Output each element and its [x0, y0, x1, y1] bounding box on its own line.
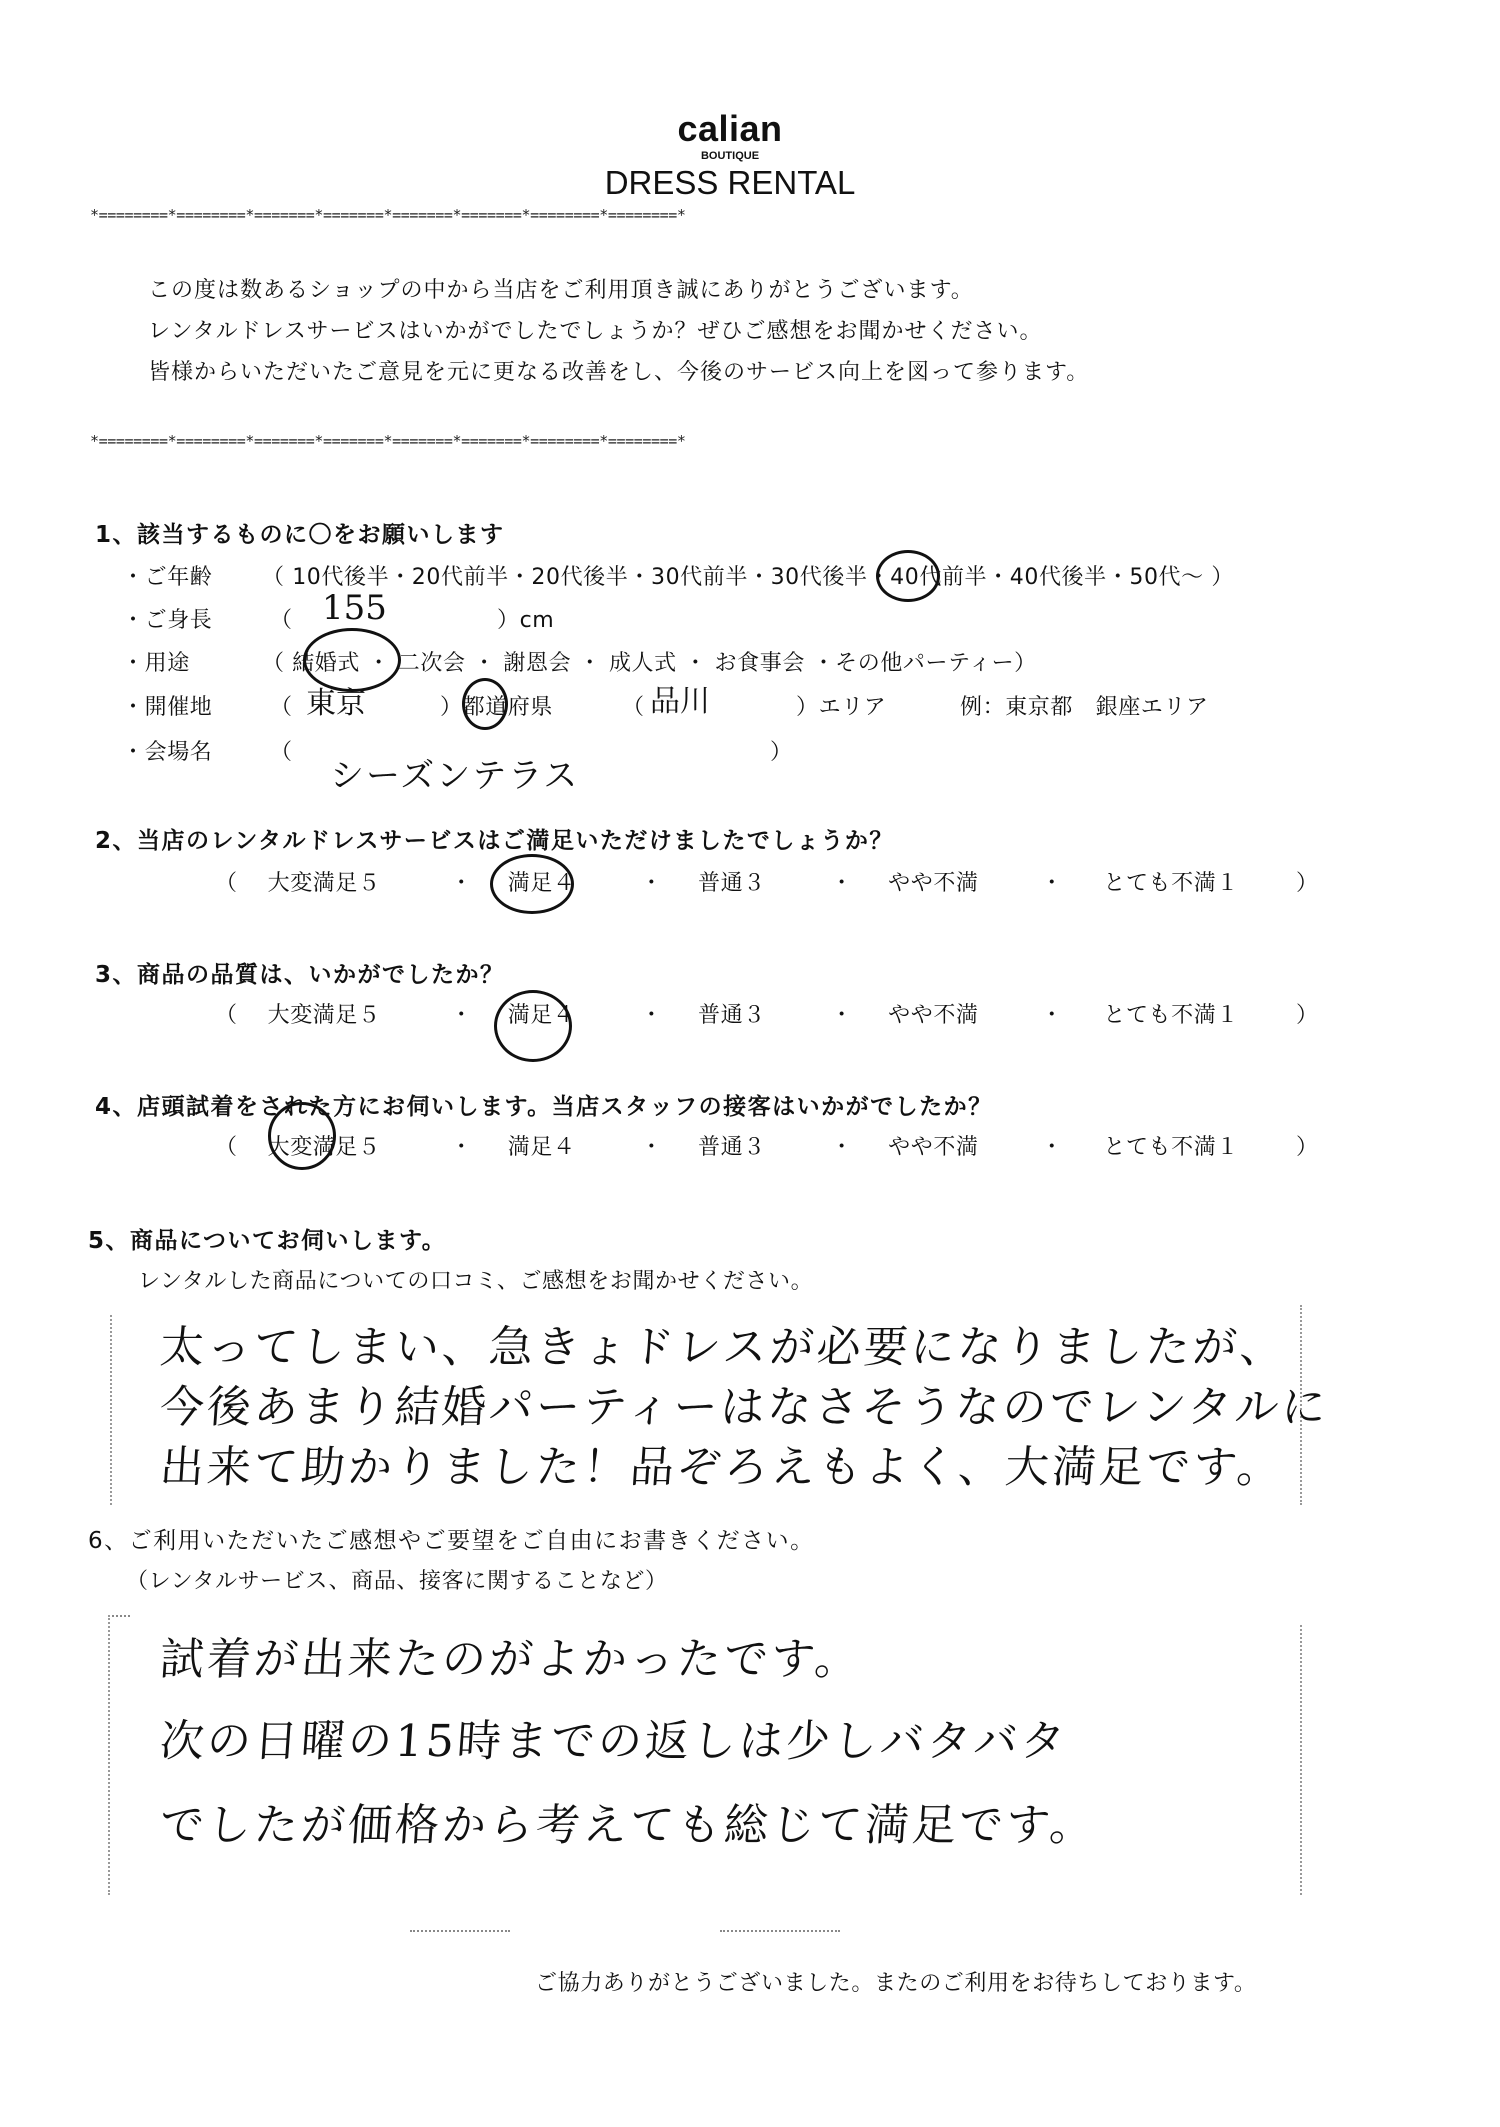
scale-close: ） — [1295, 871, 1319, 896]
q5-box-left — [110, 1315, 112, 1505]
q5-answer-line-3[interactable]: 出来て助かりました！品ぞろえもよく、大満足です。 — [158, 1442, 1286, 1493]
q4-selection-circle — [268, 1102, 336, 1170]
q5-answer-line-2[interactable]: 今後あまり結婚パーティーはなさそうなのでレンタルに — [158, 1382, 1331, 1433]
scale-sep: ・ — [640, 1003, 663, 1028]
scale-close: ） — [1295, 1003, 1319, 1028]
height-unit: ）cm — [497, 608, 555, 633]
scale-sep: ・ — [1040, 1135, 1064, 1160]
scale-open: （ — [215, 1135, 238, 1160]
scale-close: ） — [1295, 1135, 1319, 1160]
height-label: ・ご身長 — [122, 608, 213, 633]
intro-line-3: 皆様からいただいたご意見を元に更なる改善をし、今後のサービス向上を図って参ります。 — [148, 360, 1090, 385]
prefecture-selection-circle — [462, 678, 508, 730]
q4-option-4[interactable]: 満足４ — [507, 1135, 576, 1160]
q2-option-2[interactable]: やや不満 — [888, 871, 979, 896]
q6-box-right — [1300, 1625, 1302, 1895]
q2-option-4[interactable]: 満足４ — [507, 871, 576, 896]
brand-subtitle: BOUTIQUE — [700, 150, 760, 162]
q6-answer-line-2[interactable]: 次の日曜の15時までの返しは少しバタバタ — [158, 1716, 1070, 1767]
q4-option-2[interactable]: やや不満 — [888, 1135, 979, 1160]
scale-sep: ・ — [640, 871, 663, 896]
q3-option-1[interactable]: とても不満１ — [1103, 1003, 1239, 1028]
q4-option-1[interactable]: とても不満１ — [1103, 1135, 1239, 1160]
prefecture-value[interactable]: 東京 — [306, 686, 366, 721]
q3-scale — [215, 998, 1319, 1029]
purpose-options[interactable]: （ 結婚式 ・ 二次会 ・ 謝恩会 ・ 成人式 ・ お食事会 ・その他パーティー） — [262, 651, 1037, 676]
q3-option-5[interactable]: 大変満足５ — [267, 1003, 381, 1028]
q4-option-5[interactable]: 大変満足５ — [267, 1135, 381, 1160]
purpose-label: ・用途 — [122, 651, 190, 676]
venue-close: ） — [770, 740, 793, 765]
scale-sep: ・ — [450, 1003, 473, 1028]
scale-sep: ・ — [640, 1135, 663, 1160]
age-selection-circle — [876, 550, 940, 602]
q5-answer-line-1[interactable]: 太ってしまい、急きょドレスが必要になりましたが、 — [158, 1322, 1289, 1373]
pref-suffix: ）都道府県 — [440, 695, 554, 720]
q2-option-3[interactable]: 普通３ — [697, 871, 766, 896]
scale-open: （ — [215, 1003, 238, 1028]
intro-line-1: この度は数あるショップの中から当店をご利用頂き誠にありがとうございます。 — [148, 278, 974, 303]
q6-title: 6、ご利用いただいたご感想やご要望をご自由にお書きください。 — [88, 1528, 815, 1554]
area-suffix: ）エリア — [796, 695, 887, 720]
q3-title: 3、商品の品質は、いかがでしたか？ — [95, 962, 505, 988]
divider-top: *========*========*=======*=======*=======*=======*========*========* — [90, 206, 686, 224]
q5-title: 5、商品についてお伺いします。 — [88, 1228, 447, 1254]
intro-line-2: レンタルドレスサービスはいかがでしたでしょうか？ぜひご感想をお聞かせください。 — [148, 319, 1043, 344]
q4-option-3[interactable]: 普通３ — [697, 1135, 766, 1160]
q2-selection-circle — [490, 854, 574, 914]
venue-area-label: ・開催地 — [122, 695, 213, 720]
q3-option-2[interactable]: やや不満 — [888, 1003, 979, 1028]
q2-title: 2、当店のレンタルドレスサービスはご満足いただけましたでしょうか？ — [95, 828, 894, 854]
scale-sep: ・ — [450, 871, 473, 896]
brand-logo: calian — [677, 108, 783, 149]
venue-value[interactable]: シーズンテラス — [330, 756, 580, 796]
scale-sep: ・ — [1040, 871, 1064, 896]
page-title: DRESS RENTAL — [604, 164, 856, 201]
q3-option-3[interactable]: 普通３ — [697, 1003, 766, 1028]
q2-option-5[interactable]: 大変満足５ — [267, 871, 381, 896]
scale-sep: ・ — [830, 1003, 854, 1028]
q6-answer-line-1[interactable]: 試着が出来たのがよかったです。 — [158, 1634, 864, 1685]
q3-option-4[interactable]: 満足４ — [507, 1003, 576, 1028]
age-options[interactable]: （ 10代後半・20代前半・20代後半・30代前半・30代後半・40代前半・40代後半・50代〜 ） — [262, 565, 1234, 590]
q4-title: 4、店頭試着をされた方にお伺いします。当店スタッフの接客はいかがでしたか？ — [95, 1094, 993, 1120]
q5-prompt: レンタルした商品についての口コミ、ご感想をお聞かせください。 — [138, 1269, 814, 1294]
q3-selection-circle — [494, 990, 572, 1062]
scale-sep: ・ — [830, 871, 854, 896]
scale-sep: ・ — [830, 1135, 854, 1160]
footer-thanks: ご協力ありがとうございました。またのご利用をお待ちしております。 — [535, 1971, 1257, 1996]
q4-scale — [215, 1130, 1319, 1161]
q2-option-1[interactable]: とても不満１ — [1103, 871, 1239, 896]
venue-label: ・会場名 — [122, 740, 213, 765]
area-example: 例：東京都 銀座エリア — [960, 695, 1209, 720]
q6-answer-line-3[interactable]: でしたが価格から考えても総じて満足です。 — [158, 1800, 1099, 1851]
height-value[interactable]: 155 — [322, 588, 387, 628]
divider-bottom: *========*========*=======*=======*=======*=======*========*========* — [90, 432, 686, 450]
q1-title: 1、該当するものに〇をお願いします — [95, 522, 505, 548]
venue-open: （ — [270, 740, 293, 765]
scale-sep: ・ — [1040, 1003, 1064, 1028]
q2-scale — [215, 866, 1319, 897]
q6-box-bottom-2 — [720, 1930, 840, 1932]
area-open: （ — [622, 695, 645, 720]
q6-box-corner — [108, 1615, 130, 1617]
height-open: （ — [270, 608, 293, 633]
q6-prompt: （レンタルサービス、商品、接客に関することなど） — [126, 1569, 668, 1594]
pref-open: （ — [270, 695, 293, 720]
scale-sep: ・ — [450, 1135, 473, 1160]
scale-open: （ — [215, 871, 238, 896]
q6-box-left — [108, 1615, 110, 1895]
area-value[interactable]: 品川 — [650, 684, 710, 719]
age-label: ・ご年齢 — [122, 565, 213, 590]
q6-box-bottom-1 — [410, 1930, 510, 1932]
